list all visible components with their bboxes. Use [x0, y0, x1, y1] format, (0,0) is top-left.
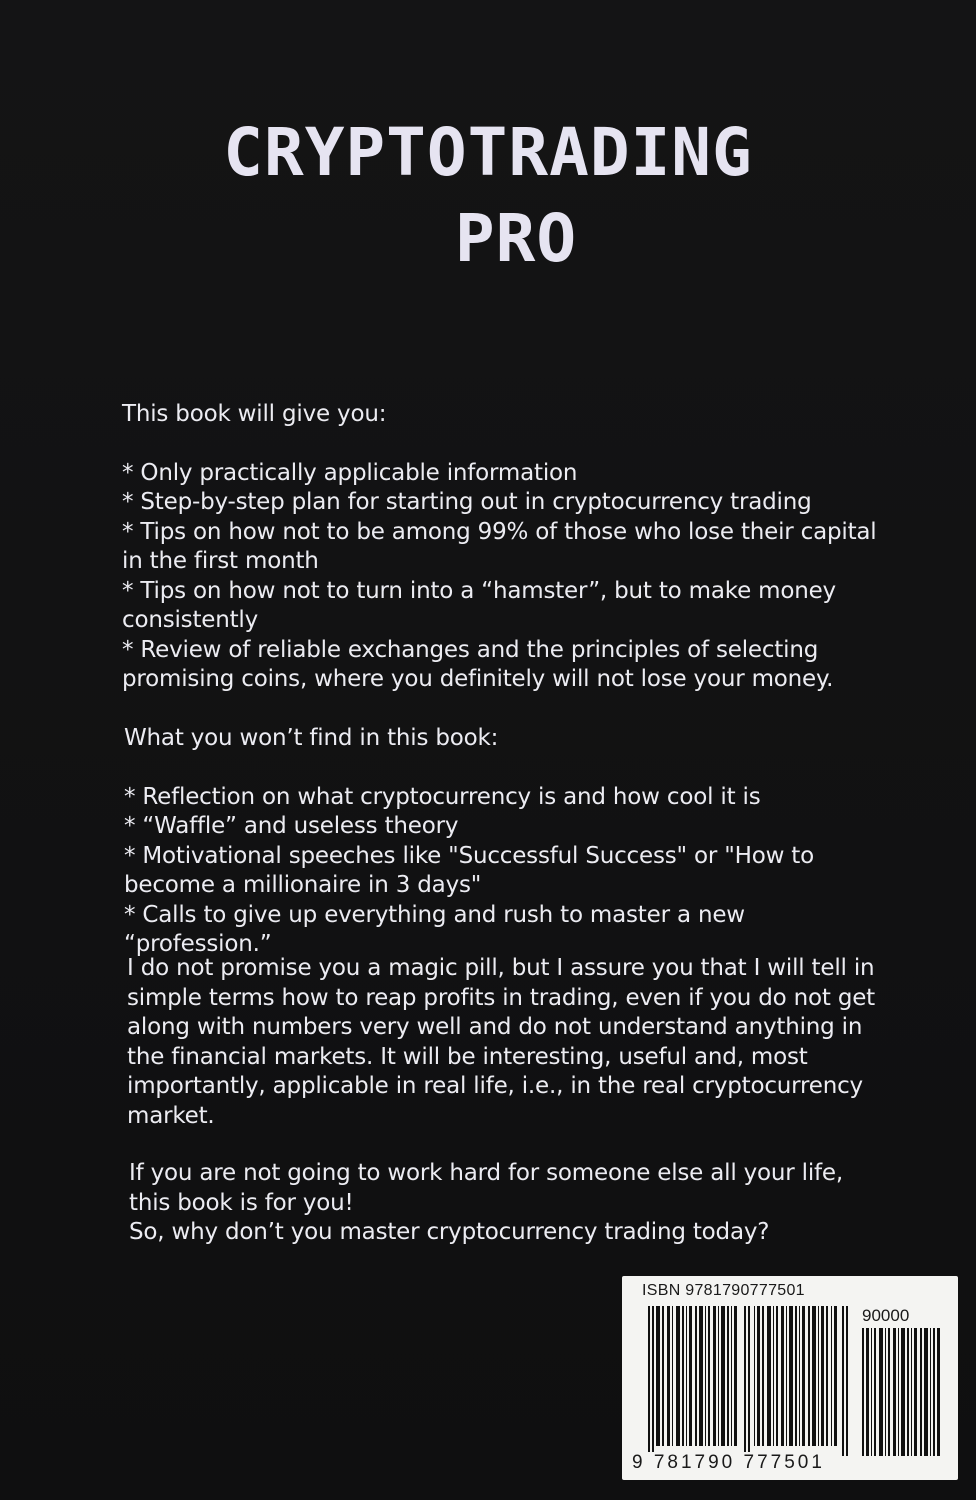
barcode-addon-bars	[862, 1328, 940, 1456]
closing-line: So, why don’t you master cryptocurrency trading today?	[129, 1219, 770, 1245]
book-title: CRYPTOTRADING	[223, 114, 753, 191]
list-item: * “Waffle” and useless theory	[124, 813, 459, 839]
blurb-promise	[127, 954, 887, 1131]
book-subtitle: PRO	[454, 200, 578, 277]
isbn-digits: 9 781790 777501	[632, 1452, 825, 1473]
wont-intro: What you won’t find in this book:	[124, 725, 499, 751]
barcode	[622, 1276, 958, 1480]
list-item: * Tips on how not to be among 99% of those who lose their capital in the first month	[122, 518, 877, 574]
list-item: * Calls to give up everything and rush to master a new “profession.”	[124, 901, 745, 957]
list-item: * Only practically applicable information	[122, 459, 578, 486]
list-item: * Review of reliable exchanges and the principles of selecting promising coins, where you definitely will not lose your money.	[122, 636, 834, 692]
blurb-section-wont	[124, 724, 884, 960]
closing-line: If you are not going to work hard for someone else all your life, this book is for you!	[129, 1160, 843, 1216]
list-item: * Tips on how not to turn into a “hamster”, but to make money consistently	[122, 577, 836, 633]
gives-intro: This book will give you:	[122, 401, 387, 427]
isbn-label: ISBN 9781790777501	[642, 1282, 805, 1299]
blurb-closing	[129, 1159, 889, 1248]
list-item: * Motivational speeches like "Successful Success" or "How to become a millionaire in 3 days"	[124, 842, 814, 898]
barcode-bars	[648, 1306, 848, 1456]
price-code: 90000	[862, 1306, 910, 1325]
blurb-section-gives	[122, 400, 882, 695]
promise-paragraph: I do not promise you a magic pill, but I assure you that I will tell in simple terms how to reap profits in trading, even if you do not get along with numbers very well and do not understand anything in the financial markets. It will be interesting, useful and, most importantly, applicable in real life, i.e., in the real cryptocurrency market.	[127, 955, 875, 1129]
list-item: * Step-by-step plan for starting out in cryptocurrency trading	[122, 489, 812, 515]
list-item: * Reflection on what cryptocurrency is and how cool it is	[124, 783, 761, 810]
